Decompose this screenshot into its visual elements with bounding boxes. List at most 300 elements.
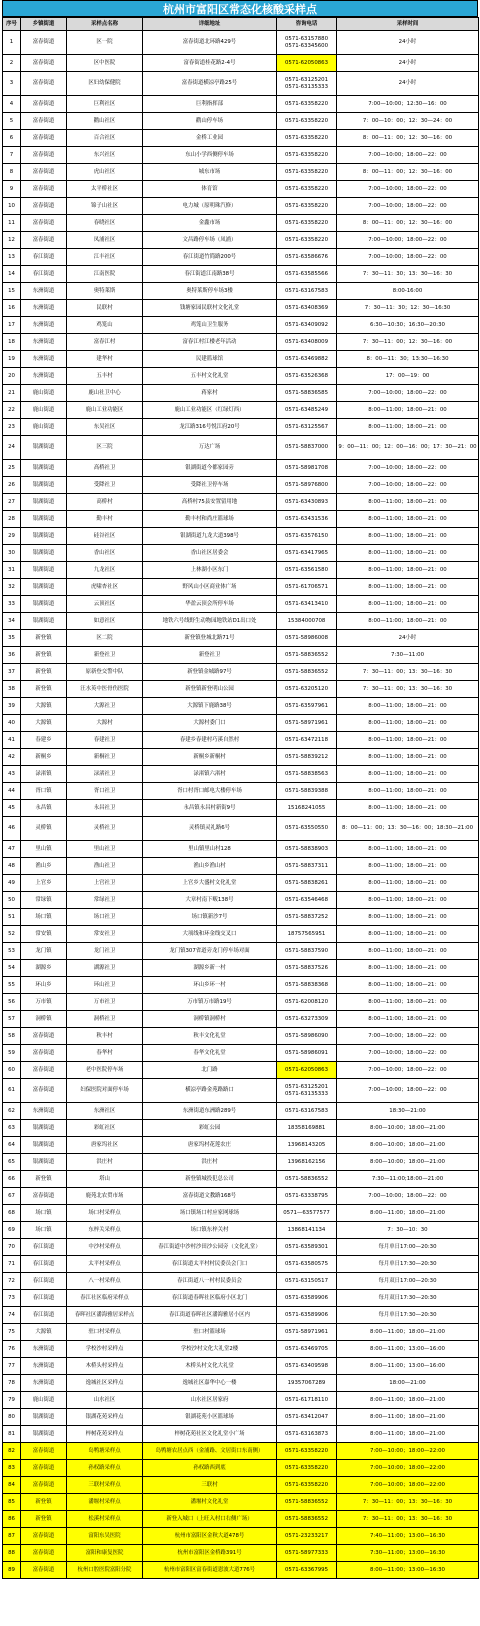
cell-index: 11 (3, 215, 21, 232)
table-row (3, 1290, 479, 1307)
cell-street: 春江街道 (21, 1307, 67, 1324)
cell-phone: 0571-58836552 (277, 1171, 337, 1188)
cell-address: 唐家坞村花莲农庄 (143, 1137, 277, 1154)
cell-index: 8 (3, 164, 21, 181)
cell-street: 富春街道 (21, 72, 67, 96)
table-row (3, 1028, 479, 1045)
cell-phone: 0571-63550550 (277, 817, 337, 841)
cell-street: 春江街道 (21, 1290, 67, 1307)
table-row (3, 130, 479, 147)
cell-time: 24小时 (337, 72, 479, 96)
cell-index: 55 (3, 977, 21, 994)
cell-index: 83 (3, 1460, 21, 1477)
cell-street: 富春街道 (21, 1045, 67, 1062)
cell-site-name: 三联村采样点 (67, 1477, 143, 1494)
cell-index: 37 (3, 664, 21, 681)
cell-index: 46 (3, 817, 21, 841)
cell-street: 富春街道 (21, 1477, 67, 1494)
cell-time: 8:00—11:00；18:00—21：00 (337, 892, 479, 909)
cell-site-name: 山水社区 (67, 1392, 143, 1409)
cell-site-name: 孙权路采样点 (67, 1460, 143, 1477)
cell-time: 8:00—11:00；18:00—21：00 (337, 732, 479, 749)
cell-index: 5 (3, 113, 21, 130)
cell-site-name: 奥特莱斯 (67, 283, 143, 300)
table-row (3, 715, 479, 732)
cell-address: 富春街道北环路429号 (143, 31, 277, 55)
cell-phone: 0571-63358220 (277, 1477, 337, 1494)
cell-time: 8:00—11:00；18:00—21：00 (337, 841, 479, 858)
cell-index: 27 (3, 494, 21, 511)
cell-site-name: 春华村 (67, 1045, 143, 1062)
table-row (3, 732, 479, 749)
cell-street: 东洲街道 (21, 300, 67, 317)
cell-phone: 0571-63408009 (277, 334, 337, 351)
cell-time: 8:00—10:00；18:00—21:00 (337, 1154, 479, 1171)
cell-time: 8:00—11:00；18:00—21:00 (337, 1205, 479, 1222)
table-row (3, 1324, 479, 1341)
cell-site-name: 五丰村 (67, 368, 143, 385)
cell-street: 银湖街道 (21, 1154, 67, 1171)
cell-time: 8:00—11:00；18:00—21：00 (337, 613, 479, 630)
cell-time: 8:00—11:00；18:00—21：00 (337, 698, 479, 715)
cell-time: 7:00—10:00；18:00—22：00 (337, 1028, 479, 1045)
cell-address: 电力城（原明珠汽修） (143, 198, 277, 215)
cell-index: 23 (3, 419, 21, 436)
cell-site-name: 云顶社区 (67, 596, 143, 613)
cell-site-name: 鹳山社区 (67, 113, 143, 130)
cell-index: 39 (3, 698, 21, 715)
cell-street: 常绿镇 (21, 892, 67, 909)
table-row (3, 994, 479, 1011)
table-row (3, 300, 479, 317)
cell-street: 银湖街道 (21, 562, 67, 579)
cell-index: 67 (3, 1188, 21, 1205)
table-row (3, 215, 479, 232)
cell-address: 春江街道春晖社区临府小区北门 (143, 1290, 277, 1307)
cell-address: 里山镇里山村128 (143, 841, 277, 858)
cell-site-name: 洪庄村 (67, 1154, 143, 1171)
cell-index: 13 (3, 249, 21, 266)
cell-index: 54 (3, 960, 21, 977)
cell-time: 8:00—11:00；18:00—21：00 (337, 579, 479, 596)
cell-index: 72 (3, 1273, 21, 1290)
cell-site-name: 大源村 (67, 715, 143, 732)
cell-index: 65 (3, 1154, 21, 1171)
cell-time: 7:00—10:00；18:00—22：00 (337, 249, 479, 266)
cell-index: 59 (3, 1045, 21, 1062)
table-row (3, 1477, 479, 1494)
cell-street: 万市镇 (21, 994, 67, 1011)
table-row (3, 1120, 479, 1137)
table-row (3, 232, 479, 249)
cell-street: 春江街道 (21, 266, 67, 283)
cell-site-name: 春建社卫 (67, 732, 143, 749)
cell-address: 富春街道桂花路2-4号 (143, 55, 277, 72)
cell-address: 高桥村75县安置留用地 (143, 494, 277, 511)
cell-phone: 0571-63430893 (277, 494, 337, 511)
cell-street: 富春街道 (21, 1460, 67, 1477)
cell-street: 里山镇 (21, 841, 67, 858)
cell-site-name: 百合社区 (67, 130, 143, 147)
cell-time: 7：30—11：00；13：30—16：30 (337, 681, 479, 698)
cell-address: 彩虹公园 (143, 1120, 277, 1137)
cell-street: 东洲街道 (21, 317, 67, 334)
table-row (3, 511, 479, 528)
cell-phone: 0571-58839388 (277, 783, 337, 800)
cell-phone: 0571-63358220 (277, 96, 337, 113)
cell-index: 34 (3, 613, 21, 630)
cell-phone: 0571-63358220 (277, 215, 337, 232)
cell-site-name: 学校沙村采样点 (67, 1341, 143, 1358)
cell-time: 8:00—11:00；18:00—21：00 (337, 909, 479, 926)
cell-time: 8:00-16:00 (337, 283, 479, 300)
cell-time: 8:00—11:00；18:00—21：00 (337, 749, 479, 766)
table-row (3, 960, 479, 977)
cell-street: 富春街道 (21, 1443, 67, 1460)
cell-phone: 13968162156 (277, 1154, 337, 1171)
cell-site-name: 太平桥社区 (67, 181, 143, 198)
cell-time: 8:00—11:00；18:00—21：00 (337, 977, 479, 994)
cell-index: 12 (3, 232, 21, 249)
cell-time: 7：30—11：00；12：30—16：00 (337, 334, 479, 351)
cell-street: 新登镇 (21, 1494, 67, 1511)
cell-street: 新登镇 (21, 681, 67, 698)
cell-time: 17：00—19：00 (337, 368, 479, 385)
cell-street: 新登镇 (21, 664, 67, 681)
cell-phone: 0571-63367995 (277, 1562, 337, 1579)
cell-index: 21 (3, 385, 21, 402)
cell-index: 42 (3, 749, 21, 766)
cell-address: 春江街道江南路38号 (143, 266, 277, 283)
cell-phone: 0571-63358220 (277, 130, 337, 147)
cell-street: 大源镇 (21, 698, 67, 715)
cell-site-name: 富阳东吴医院 (67, 1528, 143, 1545)
cell-index: 82 (3, 1443, 21, 1460)
cell-site-name: 大源社卫 (67, 698, 143, 715)
table-row (3, 1511, 479, 1528)
cell-site-name: 湖源社卫 (67, 960, 143, 977)
table-row (3, 460, 479, 477)
cell-phone: 0571-58838261 (277, 875, 337, 892)
cell-site-name: 富春江村 (67, 334, 143, 351)
cell-phone: 0571-63273309 (277, 1011, 337, 1028)
cell-index: 24 (3, 436, 21, 460)
cell-address: 上官乡大盛村文化礼堂 (143, 875, 277, 892)
cell-site-name: 常绿社卫 (67, 892, 143, 909)
cell-site-name: 秋丰村 (67, 1028, 143, 1045)
cell-phone: 0571-58837311 (277, 858, 337, 875)
cell-site-name: 东吴社区 (67, 419, 143, 436)
cell-address: 春华文化礼堂 (143, 1045, 277, 1062)
cell-index: 26 (3, 477, 21, 494)
cell-address: 文昌路停车场（凤浦） (143, 232, 277, 249)
cell-index: 68 (3, 1205, 21, 1222)
cell-index: 45 (3, 800, 21, 817)
cell-time: 8:00—11:00；18:00—21：00 (337, 926, 479, 943)
cell-index: 32 (3, 579, 21, 596)
cell-phone: 0571-63485249 (277, 402, 337, 419)
cell-index: 86 (3, 1511, 21, 1528)
cell-street: 东洲街道 (21, 1103, 67, 1120)
cell-phone: 0571-63125201 0571-63135333 (277, 1079, 337, 1103)
cell-index: 64 (3, 1137, 21, 1154)
cell-site-name: 富阳和康复医院 (67, 1545, 143, 1562)
cell-time: 8：00—11：30；13:30—16:30 (337, 351, 479, 368)
cell-site-name: 虎啸杏社区 (67, 579, 143, 596)
table-row (3, 1103, 479, 1120)
cell-street: 渌渚镇 (21, 766, 67, 783)
cell-address: 孙权路西到底 (143, 1460, 277, 1477)
cell-site-name: 区二院 (67, 630, 143, 647)
cell-address: 龙江路316号悦江府20号 (143, 419, 277, 436)
cell-time: 7:00—10:00；18:00—22:00 (337, 1443, 479, 1460)
cell-site-name: 梓树花苑采样点 (67, 1426, 143, 1443)
cell-phone: 0571-63163873 (277, 1426, 337, 1443)
cell-street: 鹿山街道 (21, 1392, 67, 1409)
cell-street: 春江街道 (21, 249, 67, 266)
cell-index: 63 (3, 1120, 21, 1137)
cell-time: 24小时 (337, 31, 479, 55)
cell-site-name: 东洲社区 (67, 1103, 143, 1120)
cell-time: 7:30—11:00；13:00—16:30 (337, 1545, 479, 1562)
cell-street: 新登镇 (21, 1171, 67, 1188)
cell-address: 洪庄村 (143, 1154, 277, 1171)
cell-time: 8:00—11:00；18:00—21：00 (337, 402, 479, 419)
cell-address: 灵桥镇灵礼路6号 (143, 817, 277, 841)
cell-address: 春江街道竹简路200号 (143, 249, 277, 266)
cell-index: 70 (3, 1239, 21, 1256)
cell-street: 银湖街道 (21, 528, 67, 545)
cell-address: 地铁六号线野生动物园地铁站D1出口处 (143, 613, 277, 630)
cell-index: 57 (3, 1011, 21, 1028)
cell-street: 洞桥镇 (21, 1011, 67, 1028)
cell-phone: 18358169881 (277, 1120, 337, 1137)
cell-address: 场口镇新沙7号 (143, 909, 277, 926)
cell-site-name: 春晓社区 (67, 215, 143, 232)
cell-site-name: 太平村采样点 (67, 1256, 143, 1273)
cell-index: 76 (3, 1341, 21, 1358)
table-row (3, 55, 479, 72)
cell-index: 50 (3, 892, 21, 909)
cell-phone: 15384000708 (277, 613, 337, 630)
cell-index: 14 (3, 266, 21, 283)
cell-site-name: 上官社卫 (67, 875, 143, 892)
cell-time: 每月单日17:00—20:30 (337, 1239, 479, 1256)
cell-site-name: 锦子山社区 (67, 198, 143, 215)
cell-time: 8:00—11:00；18:00—21：00 (337, 766, 479, 783)
cell-time: 8:00—11:00；13:00—16:00 (337, 1341, 479, 1358)
cell-site-name: 巨利社区 (67, 96, 143, 113)
cell-index: 87 (3, 1528, 21, 1545)
cell-index: 88 (3, 1545, 21, 1562)
spreadsheet (2, 0, 478, 1579)
table-row (3, 283, 479, 300)
cell-time: 7:00—10:00；18:00—22：00 (337, 1188, 479, 1205)
cell-site-name: 岛鸭塘采样点 (67, 1443, 143, 1460)
cell-site-name: 场口村采样点 (67, 1205, 143, 1222)
cell-street: 银湖街道 (21, 1409, 67, 1426)
cell-address: 春江街道八一村村民委员会 (143, 1273, 277, 1290)
cell-site-name: 如意社区 (67, 613, 143, 630)
cell-site-name: 区中医院 (67, 55, 143, 72)
cell-time: 8:00—11:00；18:00—21：00 (337, 783, 479, 800)
cell-site-name: 逸城社区采样点 (67, 1375, 143, 1392)
cell-time: 7：30—10：30 (337, 1222, 479, 1239)
cell-time: 8：00—11：00；13：30—16：00；18:30—21:00 (337, 817, 479, 841)
cell-site-name: 里山社卫 (67, 841, 143, 858)
cell-time: 6:30—10:30；16:30—20:30 (337, 317, 479, 334)
cell-street: 湖源乡 (21, 960, 67, 977)
cell-phone: 0571-63358220 (277, 164, 337, 181)
cell-time: 8:00—11:00；18:00—21：00 (337, 960, 479, 977)
table-row (3, 562, 479, 579)
table-row (3, 1079, 479, 1103)
cell-street: 东洲街道 (21, 351, 67, 368)
cell-address: 富春江村江楼老年活动 (143, 334, 277, 351)
cell-street: 富春街道 (21, 181, 67, 198)
table-row (3, 72, 479, 96)
cell-time: 8:00—11:00；18:00—21：00 (337, 494, 479, 511)
cell-address: 鸡笼山卫生服务 (143, 317, 277, 334)
cell-index: 30 (3, 545, 21, 562)
cell-time: 8：00—11：00；12：30—16：00 (337, 164, 479, 181)
cell-phone: 0571-63167583 (277, 1103, 337, 1120)
cell-phone: 0571-58971961 (277, 1324, 337, 1341)
cell-time: 8:00—11:00；18:00—21：00 (337, 596, 479, 613)
cell-index: 3 (3, 72, 21, 96)
cell-index: 31 (3, 562, 21, 579)
cell-index: 52 (3, 926, 21, 943)
table-row (3, 800, 479, 817)
cell-street: 场口镇 (21, 909, 67, 926)
cell-time: 8:00—11:00；13:00—16:30 (337, 1562, 479, 1579)
cell-address: 杭州市富阳区金秋大道478号 (143, 1528, 277, 1545)
cell-phone: 0571-61706571 (277, 579, 337, 596)
table-row (3, 1273, 479, 1290)
table-row (3, 1375, 479, 1392)
cell-address: 北门路 (143, 1062, 277, 1079)
cell-site-name: 龙门社卫 (67, 943, 143, 960)
cell-street: 东洲街道 (21, 334, 67, 351)
cell-phone: 0571-63589906 (277, 1307, 337, 1324)
cell-street: 银湖街道 (21, 596, 67, 613)
cell-time: 7:00—10:00；18:00—22：00 (337, 198, 479, 215)
cell-site-name: 虎山社区 (67, 164, 143, 181)
cell-time: 8：00—11：00；12：30—16：00 (337, 215, 479, 232)
cell-street: 富春街道 (21, 147, 67, 164)
cell-address: 环山乡环一村 (143, 977, 277, 994)
cell-site-name: 区一院 (67, 31, 143, 55)
cell-address: 新登社卫 (143, 647, 277, 664)
cell-site-name: 区妇幼保健院 (67, 72, 143, 96)
table-row (3, 892, 479, 909)
table-row (3, 1188, 479, 1205)
cell-phone: 0571-63561580 (277, 562, 337, 579)
cell-address: 杭州市富阳区金桥路391号 (143, 1545, 277, 1562)
cell-time: 7:00—10:00；12:30—16：00 (337, 96, 479, 113)
cell-site-name: 万市社卫 (67, 994, 143, 1011)
cell-index: 19 (3, 351, 21, 368)
table-row (3, 749, 479, 766)
cell-time: 每月双日17:00—20:30 (337, 1273, 479, 1290)
cell-site-name: 彩虹社区 (67, 1120, 143, 1137)
table-row (3, 419, 479, 436)
cell-site-name: 东兴社区 (67, 147, 143, 164)
table-row (3, 613, 479, 630)
cell-index: 80 (3, 1409, 21, 1426)
cell-time: 8:00—11:00；18:00—21：00 (337, 875, 479, 892)
table-row (3, 368, 479, 385)
cell-time: 8:00—11:00；18:00—21:00 (337, 1392, 479, 1409)
cell-phone: 0571-58836552 (277, 1494, 337, 1511)
cell-street: 银湖街道 (21, 1137, 67, 1154)
cell-address: 大项线和环金线交叉口 (143, 926, 277, 943)
cell-address: 野风山小区商业体广场 (143, 579, 277, 596)
cell-phone: 13968143205 (277, 1137, 337, 1154)
cell-phone: 0571-61718110 (277, 1392, 337, 1409)
cell-time: 7:00—10:00；18:00—22：00 (337, 147, 479, 164)
cell-phone: 0571-62008120 (277, 994, 337, 1011)
cell-phone: 0571-63546468 (277, 892, 337, 909)
cell-address: 金桥工业园 (143, 130, 277, 147)
cell-time: 8:00—11:00；18:00—21:00 (337, 1324, 479, 1341)
cell-index: 44 (3, 783, 21, 800)
cell-phone: 0571-58836552 (277, 664, 337, 681)
cell-street: 春江街道 (21, 1239, 67, 1256)
cell-street: 富春街道 (21, 96, 67, 113)
cell-time: 8:00—11:00；18:00—21：00 (337, 800, 479, 817)
cell-street: 富春街道 (21, 1188, 67, 1205)
cell-address: 华盈云顶会所停车场 (143, 596, 277, 613)
cell-phone: 0571-58986090 (277, 1028, 337, 1045)
cell-index: 28 (3, 511, 21, 528)
cell-street: 渔山乡 (21, 858, 67, 875)
cell-street: 银湖街道 (21, 477, 67, 494)
cell-address: 场口镇场口村应家网球场 (143, 1205, 277, 1222)
cell-street: 东洲街道 (21, 368, 67, 385)
cell-phone: 0571-63157880 0571-63345600 (277, 31, 337, 55)
cell-index: 29 (3, 528, 21, 545)
table-row (3, 1205, 479, 1222)
cell-street: 富春街道 (21, 1079, 67, 1103)
header-site-name: 采样点名称 (67, 18, 143, 31)
cell-street: 银湖街道 (21, 545, 67, 562)
table-row (3, 494, 479, 511)
cell-street: 新登镇 (21, 630, 67, 647)
table-row (3, 1239, 479, 1256)
cell-street: 大源镇 (21, 1324, 67, 1341)
cell-street: 鹿山街道 (21, 419, 67, 436)
cell-address: 万达广场 (143, 436, 277, 460)
cell-phone: 0571-58837590 (277, 943, 337, 960)
cell-time: 7:00—10:00；18:00—22：00 (337, 477, 479, 494)
cell-street: 富春街道 (21, 232, 67, 249)
cell-index: 78 (3, 1375, 21, 1392)
cell-street: 银湖街道 (21, 436, 67, 460)
table-row (3, 909, 479, 926)
cell-address: 永昌镇永昌村新街9号 (143, 800, 277, 817)
cell-phone: 0571-63358220 (277, 198, 337, 215)
cell-address: 大章村南下畈138号 (143, 892, 277, 909)
cell-address: 山水社区居家府 (143, 1392, 277, 1409)
table-row (3, 579, 479, 596)
cell-address: 梓树花苑社区文化礼堂小广场 (143, 1426, 277, 1443)
cell-time: 7：30—11：00；13：30—16：30 (337, 664, 479, 681)
cell-address: 春江街道中沙村沙田沙公园旁（文化礼堂） (143, 1239, 277, 1256)
cell-phone: 0571-63358220 (277, 232, 337, 249)
cell-street: 银湖街道 (21, 1120, 67, 1137)
table-row (3, 596, 479, 613)
